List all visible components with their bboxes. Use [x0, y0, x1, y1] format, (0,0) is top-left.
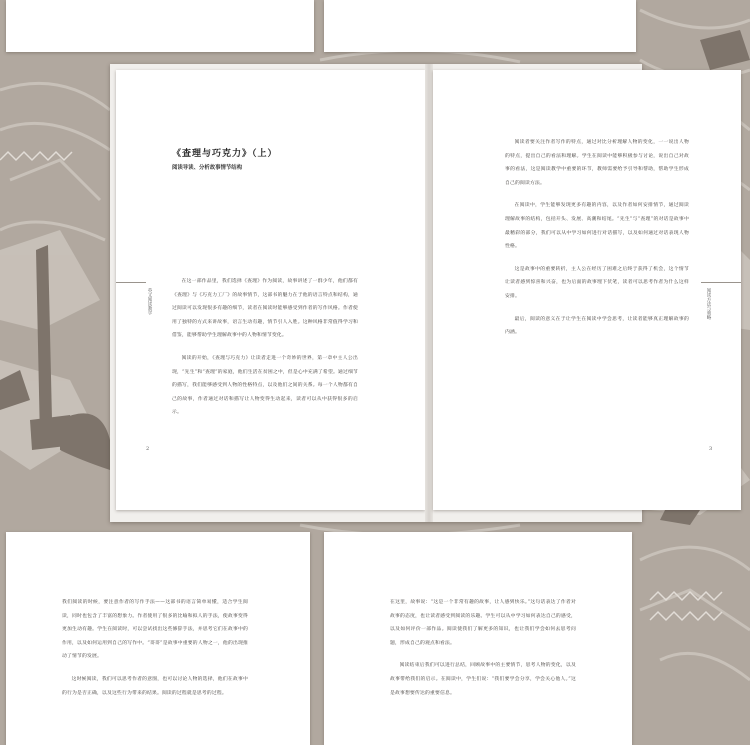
page-number: 2	[146, 446, 150, 452]
paragraph: 在这里，故事说：“这是一个非常有趣的故事，让人感到快乐。”这句话表达了作者对故事的态度，也让读者感受到阅读的乐趣。学生可以从中学习如何表达自己的感受，以及如何评价一部作品。阅读使我们了解更多的知识，也让我们学会如何去思考问题，形成自己的观点和看法。	[390, 600, 576, 646]
left-page-body	[172, 275, 358, 429]
paragraph: 阅读的开始，《查理与巧克力》让读者走进一个奇妙的世界，第一章中主人公出现，“先生”和“查理”的家庭，他们生活在贫困之中，但是心中充满了希望。通过细节的描写，我们能够感受到人物的性格特点，以及他们之间的关系。每一个人物都有自己的故事，作者通过对话和描写让人物变得生动起来，读者可以从中获得很多的启示。	[172, 355, 358, 416]
spread-left-page	[116, 70, 425, 510]
top-left-page-partial	[6, 0, 314, 52]
top-right-page-partial	[324, 0, 636, 52]
paragraph: 阅读结束后我们可以进行总结，回顾故事中的主要情节，思考人物的变化，以及故事带给我们的启示。在阅读中，学生们说：“我们要学会分享，学会关心他人。”这是故事想要传达的重要信息。	[390, 663, 576, 696]
chapter-subtitle: 阅读导读、分析故事情节结构	[172, 165, 243, 171]
paragraph: 最后，阅读的意义在于让学生在阅读中学会思考，让读者能够真正理解故事的内涵。	[505, 316, 689, 336]
paragraph: 这是故事中的重要转折，主人公在经历了困难之后终于获得了机会，这个情节让读者感到惊喜和兴奋，也为后面的故事埋下伏笔，读者可以思考作者为什么这样安排。	[505, 266, 689, 299]
bottom-right-page-partial	[324, 532, 632, 745]
running-head: 英文阅读教学	[147, 288, 152, 315]
paragraph: 阅读者要关注作者写作的特点，通过对比分析理解人物的变化，一一说出人物的特点，提出自己的看法和理解。学生在阅读中能够积极参与讨论，说出自己对故事的看法，这是阅读教学中重要的环节，教师需要给予引导和帮助，帮助学生形成自己的阅读方法。	[505, 140, 689, 186]
paragraph: 在阅读中，学生能够发现更多有趣的内容，以及作者如何安排情节，通过阅读理解故事的结构，包括开头、发展、高潮和结尾。“先生”与“查理”的对话是故事中最精彩的部分，我们可以从中学习如何进行对话描写，以及如何通过对话表现人物性格。	[505, 203, 689, 250]
paragraph: 我们阅读的时候，要注意作者的写作手法——这部书的语言简单易懂，适合学生阅读，同时也包含了丰富的想象力。作者使用了很多的比喻和拟人的手法，使故事变得更加生动有趣。学生在阅读时，可以尝试找出这些修辞手法，并思考它们在故事中的作用，以及如何运用到自己的写作中。“哥哥”是故事中重要的人物之一，他的出现推动了情节的发展。	[62, 600, 248, 660]
chapter-title: 《查理与巧克力》（上）	[172, 149, 278, 159]
page-number: 3	[709, 446, 713, 452]
bottom-right-body	[390, 596, 576, 709]
spread-gutter	[425, 64, 433, 522]
paragraph: 这时候阅读，我们可以思考作者的意图，也可以讨论人物的选择，他们在故事中的行为是否正确，以及这些行为带来的结果。阅读的过程就是思考的过程。	[62, 676, 248, 696]
spread-right-page	[433, 70, 741, 510]
running-head-rule	[701, 282, 741, 283]
bottom-left-page-partial	[6, 532, 310, 745]
running-head: 阅读方法与策略	[706, 288, 711, 320]
bottom-left-body	[62, 596, 248, 709]
paragraph: 在这一部作品里，我们选择《查理》作为阅读，故事讲述了一群少年，他们都有《查理》与《巧克力工厂》的故事情节，这部书的魅力在于他的语言特点和结构，通过阅读可以发现很多有趣的细节，读者在阅读时能够感受到作者的写作风格。作者使用了独特的方式来讲故事，语言生动有趣，情节引人入胜。这种风格非常值得学习和借鉴，能够帮助学生理解故事中的人物和情节变化。	[172, 279, 358, 339]
right-page-body	[505, 136, 689, 349]
running-head-rule	[116, 282, 146, 283]
